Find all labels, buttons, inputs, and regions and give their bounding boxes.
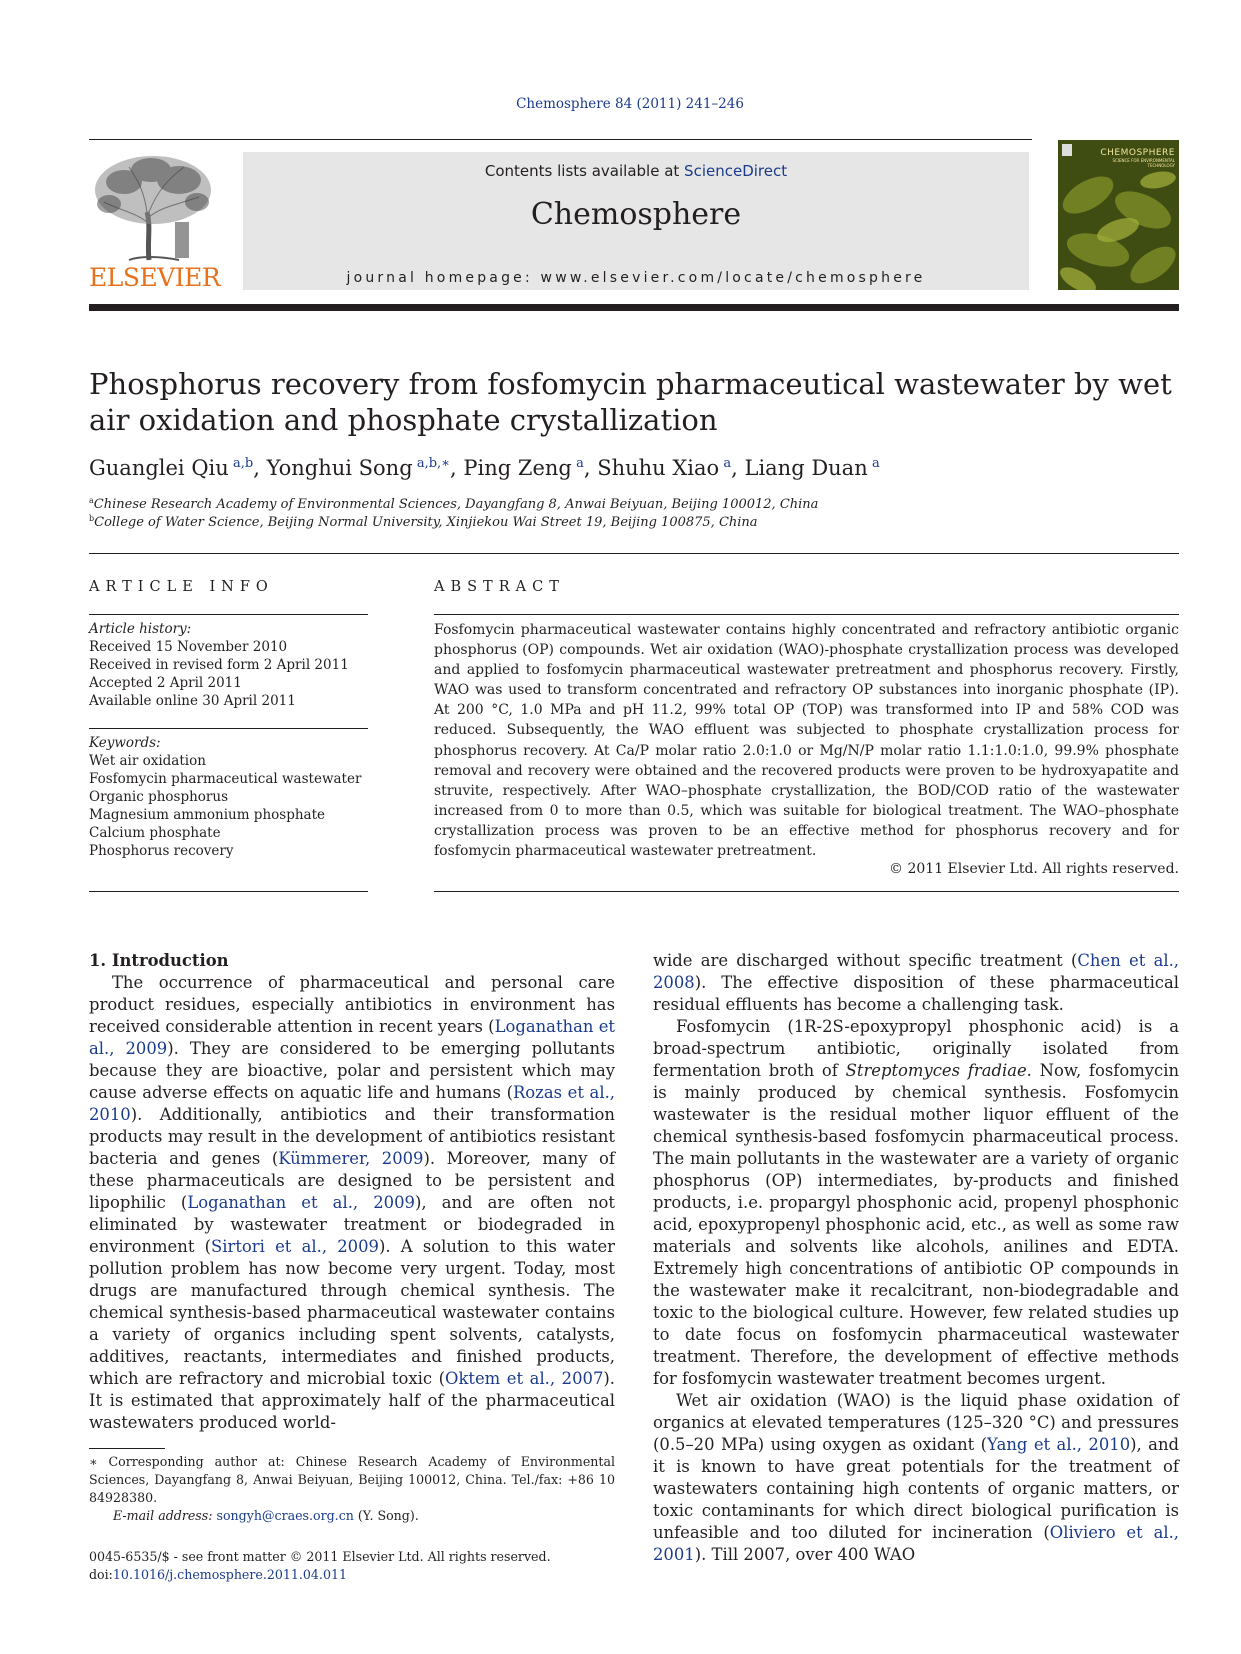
- contents-available-line: [243, 162, 1029, 180]
- author-name: Ping Zeng: [463, 456, 577, 480]
- abstract-copyright: © 2011 Elsevier Ltd. All rights reserved.: [889, 861, 1179, 877]
- keyword-item: Calcium phosphate: [89, 825, 221, 841]
- section-rule: [89, 553, 1179, 554]
- author-affiliation-marker[interactable]: a: [871, 456, 880, 471]
- author-name: Yonghui Song: [266, 456, 417, 480]
- info-rule: [89, 891, 368, 892]
- author-name: Guanglei Qiu: [89, 456, 233, 480]
- front-matter-info: [89, 1548, 551, 1584]
- author-list: Guanglei Qiu $^{a,b}$, Yonghui Song $^{a,b,∗}$, Ping Zeng $^a$, Shuhu Xiao $^a$, Liang Duan $^a$: [89, 456, 880, 480]
- keyword-item: Magnesium ammonium phosphate: [89, 807, 325, 823]
- email-label: E-mail address:: [113, 1508, 213, 1523]
- citation-link[interactable]: Oktem et al., 2007: [445, 1369, 604, 1388]
- tree-logo-icon: [89, 152, 217, 262]
- citation-link[interactable]: Oliviero et al., 2001: [653, 1523, 1179, 1564]
- citation-link[interactable]: Loganathan et al., 2009: [187, 1193, 415, 1212]
- keyword-item: Phosphorus recovery: [89, 843, 234, 859]
- cover-title: CHEMOSPHERE: [1100, 148, 1175, 158]
- abstract-text: Fosfomycin pharmaceutical wastewater contains highly concentrated and refractory antibiotic organic phosphorus (OP) compounds. Wet air oxidation (WAO)-phosphate crystallization process was developed and applied to fosfomycin pharmaceutical wastewater pretreatment and phosphorus recovery. Firstly, WAO was used to transform concentrated and refractory OP substances into inorganic phosphate (IP). At 200 °C, 1.0 MPa and pH 11.2, 99% total OP (TOP) was transformed into IP and 58% COD was reduced. Subsequently, the WAO effluent was subjected to phosphate crystallization process for phosphorus recovery. At Ca/P molar ratio 2.0:1.0 or Mg/N/P molar ratio 1.1:1.0:1.0, 99.9% phosphate removal and recovery were obtained and the recovered products were proven to be hydroxyapatite and struvite, respectively. After WAO–phosphate crystallization, the BOD/COD ratio of the wastewater increased from 0 to more than 0.5, which was suitable for biological treatment. The WAO–phosphate crystallization process was proven to be an effective method for phosphorus recovery and for fosfomycin pharmaceutical wastewater pretreatment.: [434, 622, 1179, 860]
- abstract-heading: ABSTRACT: [434, 579, 565, 595]
- history-list: [89, 638, 368, 710]
- body-paragraph: Wet air oxidation (WAO) is the liquid phase oxidation of organics at elevated temperatures (125–320 °C) and pressures (0.5–20 MPa) using oxygen as oxidant (Yang et al., 2010), and it is known to have great potentials for the treatment of wastewaters containing high contents of organic matters, or toxic contaminants for which direct biological purification is unfeasible and too diluted for incineration (Oliviero et al., 2001). Till 2007, over 400 WAO: [653, 1391, 1179, 1564]
- keywords-label: Keywords:: [89, 735, 161, 751]
- issn-line: 0045-6535/$ - see front matter © 2011 Elsevier Ltd. All rights reserved.: [89, 1549, 551, 1564]
- keywords: [89, 734, 368, 860]
- header-top-rule: [89, 139, 1032, 140]
- journal-header-band: [243, 152, 1029, 290]
- body-column-right: [653, 950, 1179, 1566]
- journal-citation[interactable]: Chemosphere 84 (2011) 241–246: [516, 96, 744, 112]
- citation-link[interactable]: Yang et al., 2010: [987, 1435, 1131, 1454]
- body-paragraph: The occurrence of pharmaceutical and personal care product residues, especially antibiotics in environment has received considerable attention in recent years (Loganathan et al., 2009). They are considered to be emerging pollutants because they are bioactive, polar and persistent which may cause adverse effects on aquatic life and humans (Rozas et al., 2010). Additionally, antibiotics and their transformation products may result in the development of antibiotics resistant bacteria and genes (Kümmerer, 2009). Moreover, many of these pharmaceuticals are designed to be persistent and lipophilic (Loganathan et al., 2009), and are often not eliminated by wastewater treatment or biodegraded in environment (Sirtori et al., 2009). A solution to this water pollution problem has now become very urgent. Today, most drugs are manufactured through chemical synthesis. The chemical synthesis-based pharmaceutical wastewater contains a variety of organics including spent solvents, catalysts, additives, reactants, intermediates and finished products, which are refractory and microbial toxic (Oktem et al., 2007). It is estimated that approximately half of the pharmaceutical wastewaters produced world-: [89, 973, 616, 1432]
- citation-link[interactable]: Rozas et al., 2010: [89, 1083, 615, 1124]
- header-thick-rule: [89, 304, 1179, 311]
- journal-homepage[interactable]: journal homepage: www.elsevier.com/locate/chemosphere: [346, 270, 926, 286]
- citation-link[interactable]: Loganathan et al., 2009: [89, 1017, 615, 1058]
- affiliation-marker: a: [89, 496, 94, 505]
- keyword-item: Wet air oxidation: [89, 753, 206, 769]
- body-paragraph: wide are discharged without specific treatment (Chen et al., 2008). The effective disposition of these pharmaceutical residual effluents has become a challenging task.: [653, 951, 1180, 1014]
- author-affiliation-marker[interactable]: a,b,∗: [416, 456, 451, 471]
- citation-link[interactable]: Sirtori et al., 2009: [211, 1237, 379, 1256]
- body-column-left: [89, 972, 615, 1434]
- author-affiliation-marker[interactable]: a: [723, 456, 732, 471]
- history-item: Received 15 November 2010: [89, 639, 288, 655]
- keyword-item: Organic phosphorus: [89, 789, 229, 805]
- body-paragraph: Fosfomycin (1R-2S-epoxypropyl phosphonic acid) is a broad-spectrum antibiotic, originally isolated from fermentation broth of Streptomyces fradiae. Now, fosfomycin is mainly produced by chemical synthesis. Fosfomycin wastewater is the residual mother liquor effluent of the chemical synthesis-based fosfomycin pharmaceutical process. The main pollutants in the wastewater are a variety of organic phosphorus (OP) intermediates, by-products and finished products, i.e. propargyl phosphonic acid, propenyl phosphonic acid, epoxypropenyl phosphonic acid, etc., as well as some raw materials and solvents like alcohols, anilines and EDTA. Extremely high concentrations of antibiotic OP compounds in the wastewater make it recalcitrant, non-biodegradable and toxic to the biological culture. However, few related studies up to date focus on fosfomycin pharmaceutical wastewater treatment. Therefore, the development of effective methods for fosfomycin wastewater treatment becomes urgent.: [653, 1017, 1179, 1388]
- doi-line: [89, 1566, 551, 1584]
- keyword-item: Fosfomycin pharmaceutical wastewater: [89, 771, 362, 787]
- author-affiliation-marker[interactable]: a,b: [232, 456, 254, 471]
- citation-link[interactable]: Kümmerer, 2009: [278, 1149, 424, 1168]
- corresponding-author-text: ∗ Corresponding author at: Chinese Research Academy of Environmental Sciences, Dayangfang 8, Anwai Beiyuan, Beijing 100012, China. Tel./fax: +86 10 84928380.: [89, 1454, 615, 1505]
- history-item: Accepted 2 April 2011: [89, 675, 242, 691]
- footnote-rule: [89, 1448, 165, 1449]
- history-item: Received in revised form 2 April 2011: [89, 657, 349, 673]
- author-name: Shuhu Xiao: [597, 456, 724, 480]
- doi-link[interactable]: 10.1016/j.chemosphere.2011.04.011: [112, 1567, 347, 1582]
- abstract-rule: [434, 891, 1179, 892]
- contents-prefix: Contents lists available at: [484, 162, 685, 180]
- doi-prefix: doi:: [89, 1567, 113, 1582]
- article-info-heading: ARTICLE INFO: [89, 579, 274, 595]
- article-title: Phosphorus recovery from fosfomycin pharmaceutical wastewater by wet air oxidation and phosphate crystallization: [89, 367, 1172, 437]
- email-line: [89, 1507, 615, 1525]
- article-history: [89, 620, 368, 710]
- affiliation-text: Chinese Research Academy of Environmental Sciences, Dayangfang 8, Anwai Beiyuan, Beijing 100012, China: [93, 497, 819, 512]
- elsevier-wordmark: ELSEVIER: [89, 263, 221, 292]
- journal-name: Chemosphere: [530, 197, 742, 232]
- abstract-rule: [434, 614, 1179, 615]
- info-rule: [89, 614, 368, 615]
- email-suffix: (Y. Song).: [353, 1508, 419, 1523]
- author-name: Liang Duan: [744, 456, 872, 480]
- history-label: Article history:: [89, 621, 192, 637]
- section-heading-introduction: 1. Introduction: [89, 951, 229, 970]
- affiliation-marker: b: [89, 514, 95, 523]
- info-rule: [89, 728, 368, 729]
- species-name: Streptomyces fradiae: [845, 1061, 1027, 1080]
- keyword-list: [89, 752, 368, 860]
- author-affiliation-marker[interactable]: a: [576, 456, 584, 471]
- citation-link[interactable]: Chen et al., 2008: [653, 951, 1180, 992]
- sciencedirect-link[interactable]: ScienceDirect: [684, 162, 788, 180]
- email-link[interactable]: songyh@craes.org.cn: [216, 1508, 354, 1523]
- elsevier-tree-logo: [89, 152, 221, 292]
- journal-cover-image: [1058, 140, 1179, 290]
- affiliation-b: [89, 515, 758, 530]
- cover-subtitle: SCIENCE FOR ENVIRONMENTAL TECHNOLOGY: [1112, 158, 1175, 168]
- corresponding-author-footnote: [89, 1453, 615, 1525]
- history-item: Available online 30 April 2011: [89, 693, 296, 709]
- affiliation-text: College of Water Science, Beijing Normal University, Xinjiekou Wai Street 19, Beijing 100875, China: [94, 515, 758, 530]
- affiliation-a: [89, 497, 818, 512]
